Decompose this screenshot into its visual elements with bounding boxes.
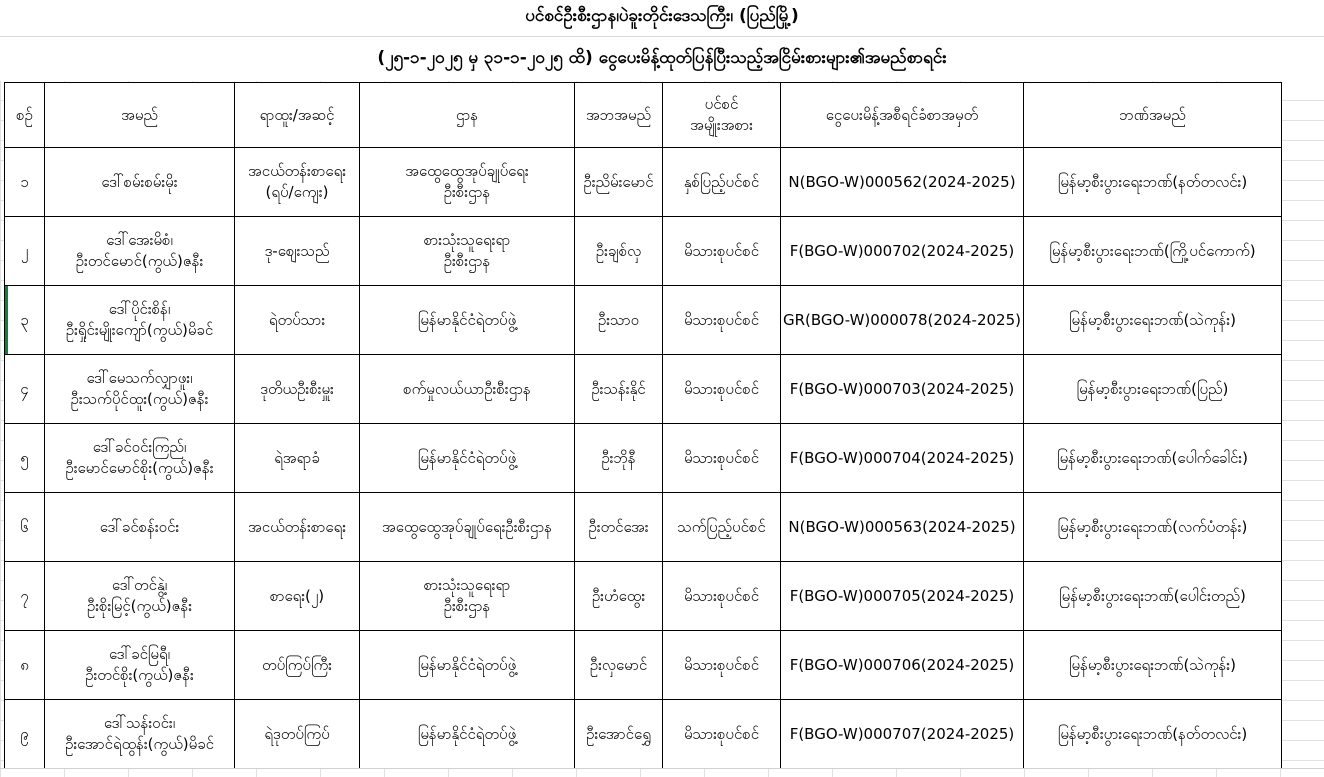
cell-pension-type[interactable]: နှစ်ပြည့်ပင်စင် (663, 148, 781, 217)
cell-serial-no[interactable]: ၄ (5, 355, 45, 424)
cell-order-number[interactable]: F(BGO-W)000707(2024-2025) (781, 700, 1024, 769)
table-row (5, 493, 1282, 562)
cell-father-name[interactable]: ဦးတင်အေး (575, 493, 663, 562)
cell-rank-line: စာရေး(၂) (269, 586, 325, 605)
cell-pension-type[interactable]: မိသားစုပင်စင် (663, 355, 781, 424)
header-father-name[interactable]: အဘအမည် (575, 83, 663, 148)
cell-pension-type[interactable]: မိသားစုပင်စင် (663, 631, 781, 700)
cell-name[interactable] (45, 493, 235, 562)
cell-bank-name[interactable]: မြန်မာ့စီးပွားရေးဘဏ်(ပေါင်းတည်) (1024, 562, 1282, 631)
cell-rank[interactable] (235, 217, 360, 286)
cell-rank-line: တပ်ကြပ်ကြီး (262, 655, 332, 674)
sheet-title[interactable]: ပင်စင်ဦးစီးဌာန၊ပဲခူးတိုင်းဒေသကြီး၊ (ပြည်မြို့) (0, 0, 1324, 37)
cell-rank[interactable] (235, 286, 360, 355)
cell-department[interactable] (360, 286, 575, 355)
cell-department[interactable] (360, 424, 575, 493)
cell-order-number[interactable]: F(BGO-W)000706(2024-2025) (781, 631, 1024, 700)
cell-father-name[interactable]: ဦးသာဝ (575, 286, 663, 355)
cell-serial-no[interactable]: ၁ (5, 148, 45, 217)
cell-name[interactable] (45, 562, 235, 631)
cell-department-line: အထွေထွေအုပ်ချုပ်ရေးဦးစီးဌာန (381, 517, 553, 536)
cell-name-line: ဦးတင်စိုး(ကွယ်)ဇနီး (85, 666, 194, 684)
cell-pension-type[interactable]: မိသားစုပင်စင် (663, 217, 781, 286)
cell-order-number[interactable]: F(BGO-W)000704(2024-2025) (781, 424, 1024, 493)
cell-name-line: ဒေါ်တင်နွဲ့၊ (111, 576, 168, 594)
cell-name[interactable] (45, 148, 235, 217)
cell-father-name[interactable]: ဦးချစ်လှ (575, 217, 663, 286)
cell-name-line: ဦးတင်မောင်(ကွယ်)ဇနီး (75, 252, 204, 270)
cell-bank-name[interactable]: မြန်မာ့စီးပွားရေးဘဏ်(ပေါက်ခေါင်း) (1024, 424, 1282, 493)
cell-order-number[interactable]: GR(BGO-W)000078(2024-2025) (781, 286, 1024, 355)
cell-name[interactable] (45, 700, 235, 769)
cell-pension-type[interactable]: မိသားစုပင်စင် (663, 424, 781, 493)
cell-department-line: ဦးစီးဌာန (443, 597, 491, 615)
header-name[interactable]: အမည် (45, 83, 235, 148)
cell-department-line: မြန်မာနိုင်ငံရဲတပ်ဖွဲ့ (417, 310, 517, 329)
cell-order-number[interactable]: N(BGO-W)000563(2024-2025) (781, 493, 1024, 562)
cell-name-line: ဒေါ်ခင်ဝင်းကြည်၊ (92, 438, 187, 456)
cell-serial-no[interactable]: ၂ (5, 217, 45, 286)
cell-name-line: ဦးရှိုင်းမျိုးကျော်(ကွယ်)မိခင် (65, 321, 214, 339)
header-rank[interactable]: ရာထူး/အဆင့် (235, 83, 360, 148)
cell-name-line: ဦးအောင်ရဲထွန်း(ကွယ်)မိခင် (65, 735, 214, 753)
cell-department-line: စားသုံးသူရေးရာ (423, 576, 511, 594)
cell-pension-type[interactable]: မိသားစုပင်စင် (663, 562, 781, 631)
cell-rank-line: ရဲတပ်သား (268, 310, 326, 329)
pension-table (4, 82, 1282, 769)
cell-name-line: ဒေါ်ပိုင်းစိန်၊ (108, 300, 171, 318)
table-row (5, 148, 1282, 217)
cell-bank-name[interactable]: မြန်မာ့စီးပွားရေးဘဏ်(ကြို့ပင်ကောက်) (1024, 217, 1282, 286)
cell-department[interactable] (360, 562, 575, 631)
table-row (5, 562, 1282, 631)
cell-serial-no[interactable]: ၆ (5, 493, 45, 562)
cell-order-number[interactable]: F(BGO-W)000703(2024-2025) (781, 355, 1024, 424)
table-body (5, 148, 1282, 769)
cell-pension-type[interactable]: သက်ပြည့်ပင်စင် (663, 493, 781, 562)
cell-rank-line: ဒုတိယဦးစီးမှူး (260, 379, 334, 398)
cell-department-line: ဦးစီးဌာန (443, 183, 491, 201)
cell-rank-line: ရဲဒုတပ်ကြပ် (264, 724, 330, 743)
cell-name-line: ဒေါ်အေးမိစံ၊ (106, 231, 173, 249)
cell-department[interactable] (360, 217, 575, 286)
cell-bank-name[interactable]: မြန်မာ့စီးပွားရေးဘဏ်(ပြည်) (1024, 355, 1282, 424)
cell-bank-name[interactable]: မြန်မာ့စီးပွားရေးဘဏ်(လက်ပံတန်း) (1024, 493, 1282, 562)
cell-bank-name[interactable]: မြန်မာ့စီးပွားရေးဘဏ်(နတ်တလင်း) (1024, 148, 1282, 217)
header-pension-type[interactable] (663, 83, 781, 148)
cell-name-line: ဒေါ်မေသက်လျှာဖူး၊ (86, 369, 193, 387)
cell-rank[interactable] (235, 700, 360, 769)
cell-father-name[interactable]: ဦးသန်းနိုင် (575, 355, 663, 424)
cell-order-number[interactable]: N(BGO-W)000562(2024-2025) (781, 148, 1024, 217)
cell-name-line: ဦးသက်ပိုင်ထူး(ကွယ်)ဇနီး (70, 390, 209, 408)
table-row (5, 424, 1282, 493)
cell-bank-name[interactable]: မြန်မာ့စီးပွားရေးဘဏ်(သဲကုန်း) (1024, 286, 1282, 355)
cell-serial-no[interactable]: ၈ (5, 631, 45, 700)
grid-divider (0, 768, 1324, 769)
cell-department-line: စားသုံးသူရေးရာ (423, 231, 511, 249)
cell-name-line: ဦးစိုးမြင့်(ကွယ်)ဇနီး (86, 597, 193, 615)
cell-name-line: ဒေါ်ခင်မြရီ၊ (109, 645, 170, 663)
cell-bank-name[interactable]: မြန်မာ့စီးပွားရေးဘဏ်(နတ်တလင်း) (1024, 700, 1282, 769)
cell-serial-no[interactable]: ၅ (5, 424, 45, 493)
cell-name[interactable] (45, 424, 235, 493)
header-pension-type-line: အမျိုးအစား (690, 116, 753, 134)
cell-father-name[interactable]: ဦးဟံထွေး (575, 562, 663, 631)
table-row (5, 355, 1282, 424)
cell-name[interactable] (45, 631, 235, 700)
cell-name[interactable] (45, 355, 235, 424)
cell-department[interactable] (360, 493, 575, 562)
cell-name-line: ဦးမောင်မောင်စိုး(ကွယ်)ဇနီး (65, 459, 214, 477)
table-row (5, 217, 1282, 286)
header-bank-name[interactable]: ဘဏ်အမည် (1024, 83, 1282, 148)
cell-bank-name[interactable]: မြန်မာ့စီးပွားရေးဘဏ်(သဲကုန်း) (1024, 631, 1282, 700)
cell-order-number[interactable]: F(BGO-W)000705(2024-2025) (781, 562, 1024, 631)
table-row (5, 700, 1282, 769)
cell-order-number[interactable]: F(BGO-W)000702(2024-2025) (781, 217, 1024, 286)
cell-rank[interactable] (235, 355, 360, 424)
table-row (5, 631, 1282, 700)
cell-department[interactable] (360, 355, 575, 424)
cell-rank[interactable] (235, 493, 360, 562)
cell-rank-line: အငယ်တန်းစာရေး (248, 517, 346, 536)
header-no[interactable]: စဉ် (5, 83, 45, 148)
cell-serial-no[interactable]: ၃ (5, 286, 45, 355)
cell-rank-line: အငယ်တန်းစာရေး (248, 162, 346, 180)
cell-department-line: မြန်မာနိုင်ငံရဲတပ်ဖွဲ့ (417, 655, 517, 674)
cell-department[interactable] (360, 700, 575, 769)
cell-rank[interactable] (235, 424, 360, 493)
cell-name[interactable] (45, 286, 235, 355)
cell-department-line: ဦးစီးဌာန (443, 252, 491, 270)
cell-rank[interactable] (235, 562, 360, 631)
cell-name[interactable] (45, 217, 235, 286)
cell-serial-no[interactable]: ၇ (5, 562, 45, 631)
cell-father-name[interactable]: ဦးလှမောင် (575, 631, 663, 700)
cell-department-line: အထွေထွေအုပ်ချုပ်ရေး (405, 162, 529, 180)
header-pension-type-line: ပင်စင် (704, 95, 739, 113)
cell-name-line: ဒေါ်သန်းဝင်း၊ (103, 714, 176, 732)
cell-father-name[interactable]: ဦးအောင်ရွှေ (575, 700, 663, 769)
cell-rank-line: ဒု-စျေးသည် (264, 241, 330, 260)
cell-serial-no[interactable]: ၉ (5, 700, 45, 769)
cell-department[interactable] (360, 631, 575, 700)
table-row (5, 286, 1282, 355)
cell-department[interactable] (360, 148, 575, 217)
cell-rank[interactable] (235, 631, 360, 700)
cell-father-name[interactable]: ဦးဘိုနီ (575, 424, 663, 493)
cell-name-line: ဒေါ်ခင်စန်းဝင်း (99, 517, 180, 536)
cell-department-line: စက်မှုလယ်ယာဦးစီးဌာန (403, 379, 531, 398)
cell-rank-line: ရဲအရာခံ (274, 448, 320, 467)
cell-department-line: မြန်မာနိုင်ငံရဲတပ်ဖွဲ့ (417, 724, 517, 743)
cell-father-name[interactable]: ဦးညိမ်းမောင် (575, 148, 663, 217)
cell-rank-line: (ရပ်/ကျေး) (265, 183, 329, 201)
cell-name-line: ဒေါ်စမ်းစမ်းမိုး (101, 172, 178, 191)
cell-pension-type[interactable]: မိသားစုပင်စင် (663, 286, 781, 355)
table-header-row (5, 83, 1282, 148)
cell-rank[interactable] (235, 148, 360, 217)
cell-pension-type[interactable]: မိသားစုပင်စင် (663, 700, 781, 769)
header-department[interactable]: ဌာန (360, 83, 575, 148)
header-order-number[interactable]: ငွေပေးမိန့်အစီရင်ခံစာအမှတ် (781, 83, 1024, 148)
sheet-subtitle[interactable]: (၂၅-၁-၂၀၂၅ မှ ၃၁-၁-၂၀၂၅ ထိ) ငွေပေးမိန့်ထုတ်ပြန်ပြီးသည့်အငြိမ်းစားများ၏အမည်စာရင်း (0, 37, 1324, 81)
cell-department-line: မြန်မာနိုင်ငံရဲတပ်ဖွဲ့ (417, 448, 517, 467)
